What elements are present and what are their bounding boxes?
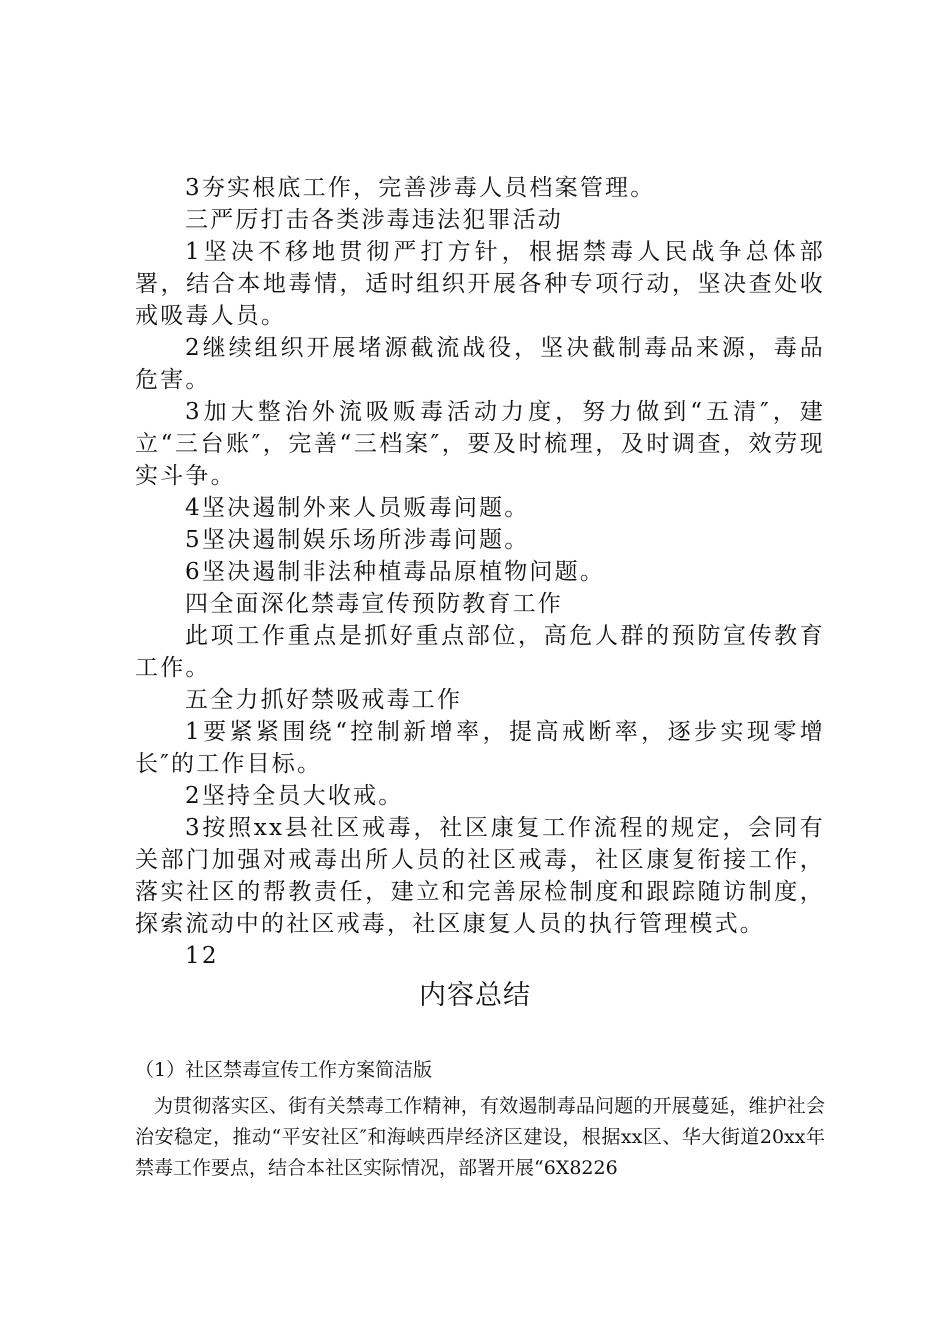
paragraph-5: 3加大整治外流吸贩毒活动力度，努力做到“五清″，建立“三台账″，完善“三档案″，要及时梳理，及时调查，效劳现实斗争。 <box>135 399 825 489</box>
paragraph-1: 3夯实根底工作，完善涉毒人员档案管理。 <box>185 175 656 201</box>
paragraph-14: 3按照xx县社区戒毒，社区康复工作流程的规定，会同有关部门加强对戒毒出所人员的社区戒毒，社区康复衔接工作，落实社区的帮教责任，建立和完善尿检制度和跟踪随访制度，探索流动中的社区戒毒，社区康复人员的执行管理模式。 <box>135 815 825 937</box>
summary-title: 内容总结 <box>419 980 531 1011</box>
paragraph-12: 1要紧紧围绕“控制新增率，提高戒断率，逐步实现零增长″的工作目标。 <box>135 719 825 777</box>
section-heading-4: 四全面深化禁毒宣传预防教育工作 <box>185 591 563 617</box>
document-body <box>135 172 825 972</box>
summary-section <box>135 1055 825 1184</box>
paragraph-10: 此项工作重点是抓好重点部位，高危人群的预防宣传教育工作。 <box>135 623 825 681</box>
paragraph-13: 2坚持全员大收戒。 <box>185 783 404 809</box>
paragraph-3: 1坚决不移地贯彻严打方针，根据禁毒人民战争总体部署，结合本地毒情，适时组织开展各种专项行动，坚决查处收戒吸毒人员。 <box>135 239 825 329</box>
paragraph-8: 6坚决遏制非法种植毒品原植物问题。 <box>185 559 606 585</box>
summary-heading: （1）社区禁毒宣传工作方案简洁版 <box>135 1059 433 1081</box>
paragraph-4: 2继续组织开展堵源截流战役，坚决截制毒品来源，毒品危害。 <box>135 335 825 393</box>
paragraph-6: 4坚决遏制外来人员贩毒问题。 <box>185 495 530 521</box>
page-number: 12 <box>185 943 219 969</box>
section-heading-3: 三严厉打击各类涉毒违法犯罪活动 <box>185 207 563 233</box>
summary-body: 为贯彻落实区、街有关禁毒工作精神，有效遏制毒品问题的开展蔓延，维护社会治安稳定，推动“平安社区″和海峡西岸经济区建设，根据xx区、华大街道20xx年禁毒工作要点，结合本社区实际情况，部署开展“6X8226 <box>135 1095 825 1179</box>
section-heading-5: 五全力抓好禁吸戒毒工作 <box>185 687 463 713</box>
paragraph-7: 5坚决遏制娱乐场所涉毒问题。 <box>185 527 530 553</box>
